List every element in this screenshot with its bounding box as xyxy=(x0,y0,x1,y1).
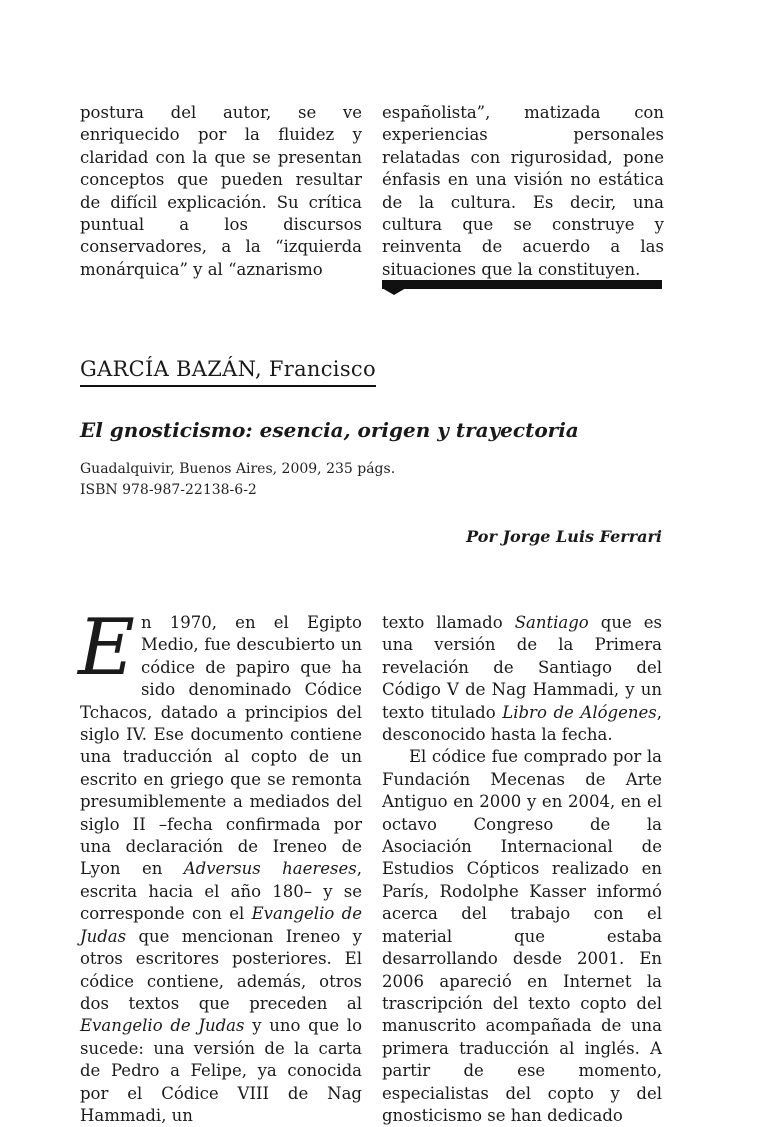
top-left-paragraph: postura del autor, se ve enriquecido por la fluidez y claridad con la que se presentan conceptos que pueden resultar de difícil explicación. Su crítica puntual a los discursos conservadores, a la “izquierda monárquica” y al “aznarismo xyxy=(80,103,362,279)
text-run: , desconocido hasta la fecha. xyxy=(382,702,662,745)
body-right-column xyxy=(382,612,662,1127)
work-title: Evangelio de Judas xyxy=(80,904,362,946)
section-divider-notch xyxy=(382,288,406,295)
top-right-column xyxy=(382,102,664,281)
work-title: Libro de Alógenes xyxy=(502,702,657,722)
body-paragraph-2: El códice fue comprado por la Fundación Mecenas de Arte Antiguo en 2000 y en 2004, en el octavo Congreso de la Asociación Internacional de Estudios Cópticos realizado en París, Rodolphe Kasser informó acerca del trabajo con el material que estaba desarrollando desde 2001. En 2006 apareció en Internet la trascripción del texto copto del manuscrito acompañada de una primera traducción al inglés. A partir de ese momento, especialistas del copto y del gnosticismo se han dedicado xyxy=(382,747,662,1125)
body-paragraph-1 xyxy=(78,603,362,1127)
isbn: ISBN 978-987-22138-6-2 xyxy=(80,482,257,498)
work-title: Evangelio de Judas xyxy=(80,1016,245,1036)
work-title: Santiago xyxy=(514,613,589,632)
text-run: n 1970, en el Egipto Medio, fue descubierto un códice de papiro que ha sido denominado Códice Tchacos, datado a principios del siglo IV. Ese documento contiene una traducción al copto de un escrito en griego que se remonta presumiblemente a mediados del siglo II –fecha confirmada por una declaración de Ireneo de Lyon en xyxy=(80,613,362,879)
text-run: , escrita hacia el año 180– y se corresponde con el xyxy=(80,859,362,924)
drop-cap: E xyxy=(78,603,135,693)
publication-info: Guadalquivir, Buenos Aires, 2009, 235 págs. xyxy=(80,461,396,477)
review-author-heading: GARCÍA BAZÁN, Francisco xyxy=(80,355,376,387)
body-paragraph-1-continued xyxy=(382,612,662,746)
section-divider xyxy=(382,280,662,289)
text-run: y uno que lo sucede: una versión de la carta de Pedro a Felipe, ya conocida por el Códice VIII de Nag Hammadi, un xyxy=(80,1016,362,1125)
book-title: El gnosticismo: esencia, origen y trayectoria xyxy=(80,418,579,442)
top-right-paragraph: españolista”, matizada con experiencias personales relatadas con rigurosidad, pone énfasis en una visión no estática de la cultura. Es decir, una cultura que se construye y reinventa de acuerdo a las situaciones que la constituyen. xyxy=(382,103,664,279)
reviewer-byline: Por Jorge Luis Ferrari xyxy=(466,527,662,546)
text-run: texto llamado xyxy=(382,613,515,632)
body-left-column xyxy=(78,603,362,1127)
text-run: que es una versión de la Primera revelación de Santiago del Código V de Nag Hammadi, y un texto titulado xyxy=(382,613,662,722)
top-left-column xyxy=(80,102,362,281)
text-run: que mencionan Ireneo y otros escritores posteriores. El códice contiene, además, otros dos textos que preceden al xyxy=(80,926,362,1013)
work-title: Adversus haereses xyxy=(183,859,357,879)
